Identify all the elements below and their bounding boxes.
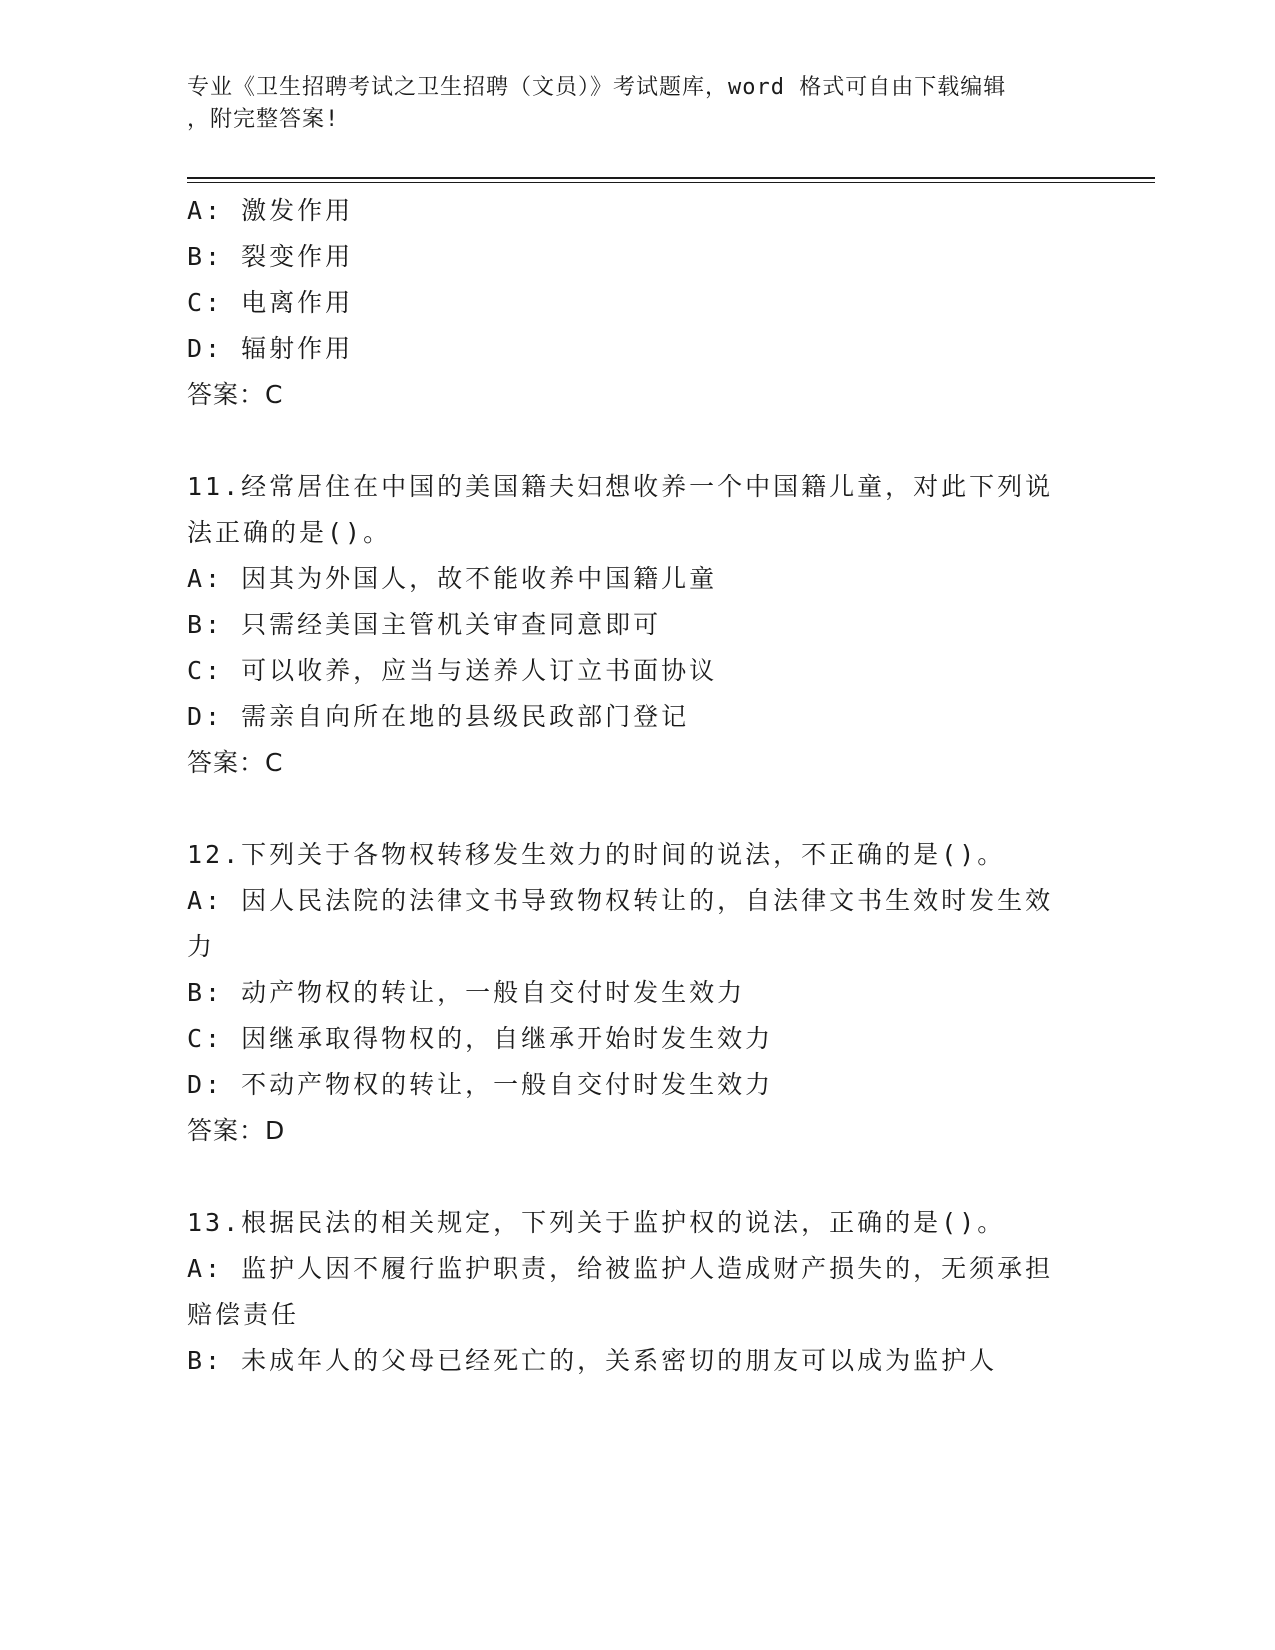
header-divider-thin (187, 182, 1155, 183)
question-11-block (187, 464, 1087, 786)
option-b: B: 只需经美国主管机关审查同意即可 (187, 610, 662, 639)
question-stem: 12.下列关于各物权转移发生效力的时间的说法，不正确的是()。 (187, 840, 1006, 869)
header-divider-thick (187, 177, 1155, 179)
answer: 答案：C (187, 748, 284, 777)
option-a-continued: 力 (187, 932, 216, 961)
question-stem: 11.经常居住在中国的美国籍夫妇想收养一个中国籍儿童，对此下列说 (187, 472, 1054, 501)
answer: 答案：D (187, 1116, 286, 1145)
question-stem-continued: 法正确的是()。 (187, 518, 392, 547)
spacer (187, 418, 1087, 464)
question-10-block (187, 188, 1087, 418)
option-b: B: 动产物权的转让，一般自交付时发生效力 (187, 978, 746, 1007)
header-line-2: ，附完整答案! (187, 107, 340, 132)
option-b: B: 未成年人的父母已经死亡的，关系密切的朋友可以成为监护人 (187, 1346, 998, 1375)
option-a: A: 监护人因不履行监护职责，给被监护人造成财产损失的，无须承担 (187, 1254, 1054, 1283)
question-12-block (187, 832, 1087, 1154)
option-a: A: 因其为外国人，故不能收养中国籍儿童 (187, 564, 718, 593)
spacer (187, 786, 1087, 832)
answer: 答案：C (187, 380, 284, 409)
option-d: D: 辐射作用 (187, 334, 354, 363)
question-list (187, 188, 1087, 1384)
question-stem: 13.根据民法的相关规定，下列关于监护权的说法，正确的是()。 (187, 1208, 1006, 1237)
header-line-1: 专业《卫生招聘考试之卫生招聘（文员）》考试题库，word 格式可自由下载编辑 (187, 75, 1007, 100)
spacer (187, 1154, 1087, 1200)
option-a: A: 因人民法院的法律文书导致物权转让的，自法律文书生效时发生效 (187, 886, 1054, 915)
option-a-continued: 赔偿责任 (187, 1300, 300, 1329)
option-c: C: 可以收养，应当与送养人订立书面协议 (187, 656, 718, 685)
document-header (187, 72, 1087, 136)
option-a: A: 激发作用 (187, 196, 354, 225)
option-d: D: 不动产物权的转让，一般自交付时发生效力 (187, 1070, 774, 1099)
option-c: C: 电离作用 (187, 288, 354, 317)
question-13-block (187, 1200, 1087, 1384)
option-d: D: 需亲自向所在地的县级民政部门登记 (187, 702, 690, 731)
option-b: B: 裂变作用 (187, 242, 354, 271)
option-c: C: 因继承取得物权的，自继承开始时发生效力 (187, 1024, 774, 1053)
